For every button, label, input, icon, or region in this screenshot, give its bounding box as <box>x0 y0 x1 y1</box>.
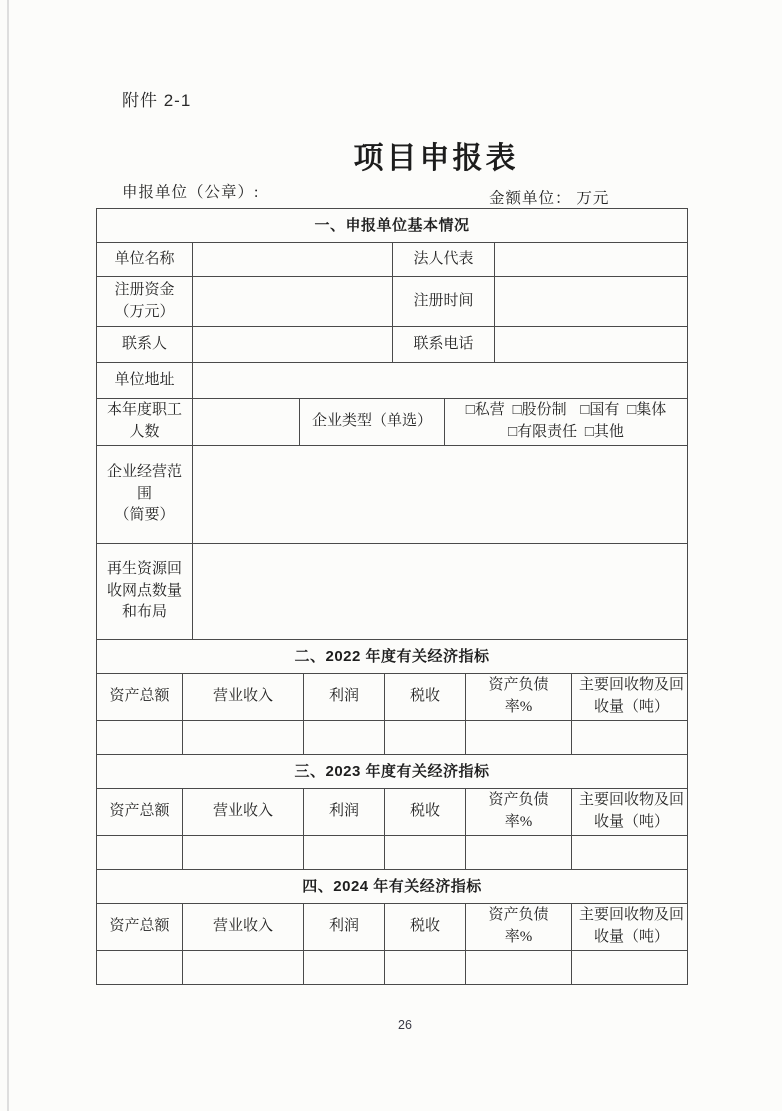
enterprise-type-row <box>96 398 688 446</box>
col-total-assets: 资产总额 <box>97 789 183 836</box>
col-tax: 税收 <box>385 789 466 836</box>
col-total-assets: 资产总额 <box>97 904 183 951</box>
business-scope-label: 企业经营范围 （简要） <box>97 446 193 544</box>
col-total-assets: 资产总额 <box>97 674 183 721</box>
basic-info-table <box>96 208 688 399</box>
section-1-header: 一、申报单位基本情况 <box>97 209 688 243</box>
unit-address-value-cell <box>193 363 688 399</box>
col-main-recyclables: 主要回收物及回收量（吨） <box>572 904 688 951</box>
enterprise-type-options-cell <box>445 399 688 446</box>
unit-name-label: 单位名称 <box>97 243 193 277</box>
employee-count-label: 本年度职工人数 <box>97 399 193 446</box>
application-form-table <box>96 208 687 985</box>
col-main-recyclables: 主要回收物及回收量（吨） <box>572 789 688 836</box>
col-tax: 税收 <box>385 674 466 721</box>
econ-value-cell <box>97 836 183 870</box>
unit-name-value-cell <box>193 243 393 277</box>
registered-capital-value-cell <box>193 277 393 327</box>
section-3-header: 三、2023 年度有关经济指标 <box>97 755 688 789</box>
checkbox-option-joint-stock: □股份制 <box>512 402 567 419</box>
recycling-network-value-cell <box>193 544 688 640</box>
econ-table-2022 <box>96 639 688 755</box>
col-debt-ratio: 资产负债率% <box>466 789 572 836</box>
checkbox-option-collective: □集体 <box>627 402 667 419</box>
amount-unit-label: 金额单位： 万元 <box>489 190 610 207</box>
econ-value-cell <box>466 836 572 870</box>
legal-representative-value-cell <box>495 243 688 277</box>
econ-value-cell <box>97 951 183 985</box>
section-2-header: 二、2022 年度有关经济指标 <box>97 640 688 674</box>
econ-value-cell <box>385 836 466 870</box>
checkbox-option-limited-liability: □有限责任 <box>508 424 578 440</box>
col-debt-ratio: 资产负债率% <box>466 904 572 951</box>
legal-representative-label: 法人代表 <box>393 243 495 277</box>
econ-value-cell <box>466 951 572 985</box>
applicant-seal-label: 申报单位（公章）: <box>122 184 260 201</box>
enterprise-type-options-line1 <box>451 400 681 422</box>
econ-value-cell <box>466 721 572 755</box>
scan-edge-artifact <box>7 0 9 1111</box>
contact-phone-value-cell <box>495 327 688 363</box>
col-main-recyclables: 主要回收物及回收量（吨） <box>572 674 688 721</box>
business-scope-value-cell <box>193 446 688 544</box>
unit-address-label: 单位地址 <box>97 363 193 399</box>
col-debt-ratio: 资产负债率% <box>466 674 572 721</box>
section-4-header: 四、2024 年有关经济指标 <box>97 870 688 904</box>
col-tax: 税收 <box>385 904 466 951</box>
col-profit: 利润 <box>304 674 385 721</box>
econ-value-cell <box>572 951 688 985</box>
col-operating-income: 营业收入 <box>183 674 304 721</box>
business-scope-note: （简要） <box>114 507 175 524</box>
contact-phone-label: 联系电话 <box>393 327 495 363</box>
econ-value-cell <box>304 951 385 985</box>
col-operating-income: 营业收入 <box>183 789 304 836</box>
econ-table-2023 <box>96 754 688 870</box>
scope-recycling-rows <box>96 445 688 640</box>
contact-person-value-cell <box>193 327 393 363</box>
econ-value-cell <box>572 721 688 755</box>
col-operating-income: 营业收入 <box>183 904 304 951</box>
contact-person-label: 联系人 <box>97 327 193 363</box>
econ-value-cell <box>385 721 466 755</box>
econ-value-cell <box>183 836 304 870</box>
econ-value-cell <box>183 721 304 755</box>
registration-time-value-cell <box>495 277 688 327</box>
checkbox-option-private: □私营 <box>465 402 505 419</box>
employee-count-value-cell <box>193 399 300 446</box>
econ-table-2024 <box>96 869 688 985</box>
enterprise-type-label: 企业类型（单选） <box>300 399 445 446</box>
checkbox-option-other: □其他 <box>584 424 624 440</box>
econ-value-cell <box>183 951 304 985</box>
form-title: 项目申报表 <box>353 142 519 175</box>
econ-value-cell <box>385 951 466 985</box>
col-profit: 利润 <box>304 789 385 836</box>
checkbox-option-state-owned: □国有 <box>580 402 620 419</box>
attachment-label: 附件 2-1 <box>122 91 192 110</box>
econ-value-cell <box>304 721 385 755</box>
enterprise-type-options-line2 <box>451 422 681 444</box>
registration-time-label: 注册时间 <box>393 277 495 327</box>
econ-value-cell <box>304 836 385 870</box>
col-profit: 利润 <box>304 904 385 951</box>
recycling-network-label: 再生资源回收网点数量和布局 <box>97 544 193 640</box>
econ-value-cell <box>572 836 688 870</box>
registered-capital-label: 注册资金（万元） <box>97 277 193 327</box>
page-number: 26 <box>398 1018 412 1032</box>
econ-value-cell <box>97 721 183 755</box>
